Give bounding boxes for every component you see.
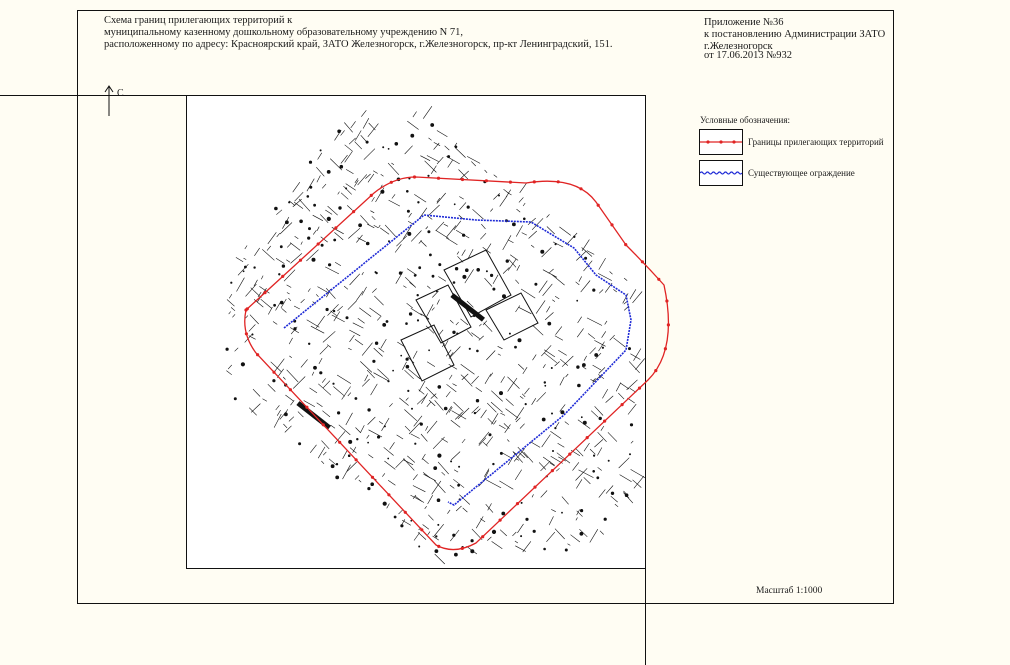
scale-label: Масштаб 1:1000: [756, 586, 823, 596]
title-line-1: Схема границ прилегающих территорий к: [104, 15, 293, 26]
legend-boundary-label: Границы прилегающих территорий: [748, 137, 884, 147]
legend-fence-label: Существующее ограждение: [748, 168, 855, 178]
road-label-mark: [450, 293, 485, 322]
adjacent-territory-boundary: [245, 177, 669, 550]
approval-block: [704, 17, 885, 62]
title-line-3: расположенному по адресу: Красноярский край, ЗАТО Железногорск, г.Железногорск, пр-кт Ленинградский, 151.: [104, 39, 613, 50]
legend-boundary-symbol: [699, 129, 743, 155]
site-map: [186, 95, 686, 565]
title-block: [104, 15, 613, 51]
title-line-2: муниципальному казенному дошкольному образовательному учреждению N 71,: [104, 27, 464, 38]
approval-line-1: Приложение №36: [704, 17, 784, 28]
north-label: С: [117, 88, 124, 99]
boundary-vertices: [244, 175, 670, 550]
legend-fence-symbol: [699, 160, 743, 186]
frame-line-bottom: [645, 568, 646, 665]
topographic-linework: [226, 106, 645, 564]
approval-line-2: к постановлению Администрации ЗАТО: [704, 29, 886, 40]
legend-title: Условные обозначения:: [700, 115, 791, 125]
existing-fence-line: [284, 215, 631, 505]
approval-line-3: г.Железногорск: [704, 41, 773, 52]
approval-line-4: от 17.06.2013 №932: [704, 50, 792, 61]
frame-line-left: [0, 95, 186, 96]
north-arrow-icon: [103, 83, 117, 117]
